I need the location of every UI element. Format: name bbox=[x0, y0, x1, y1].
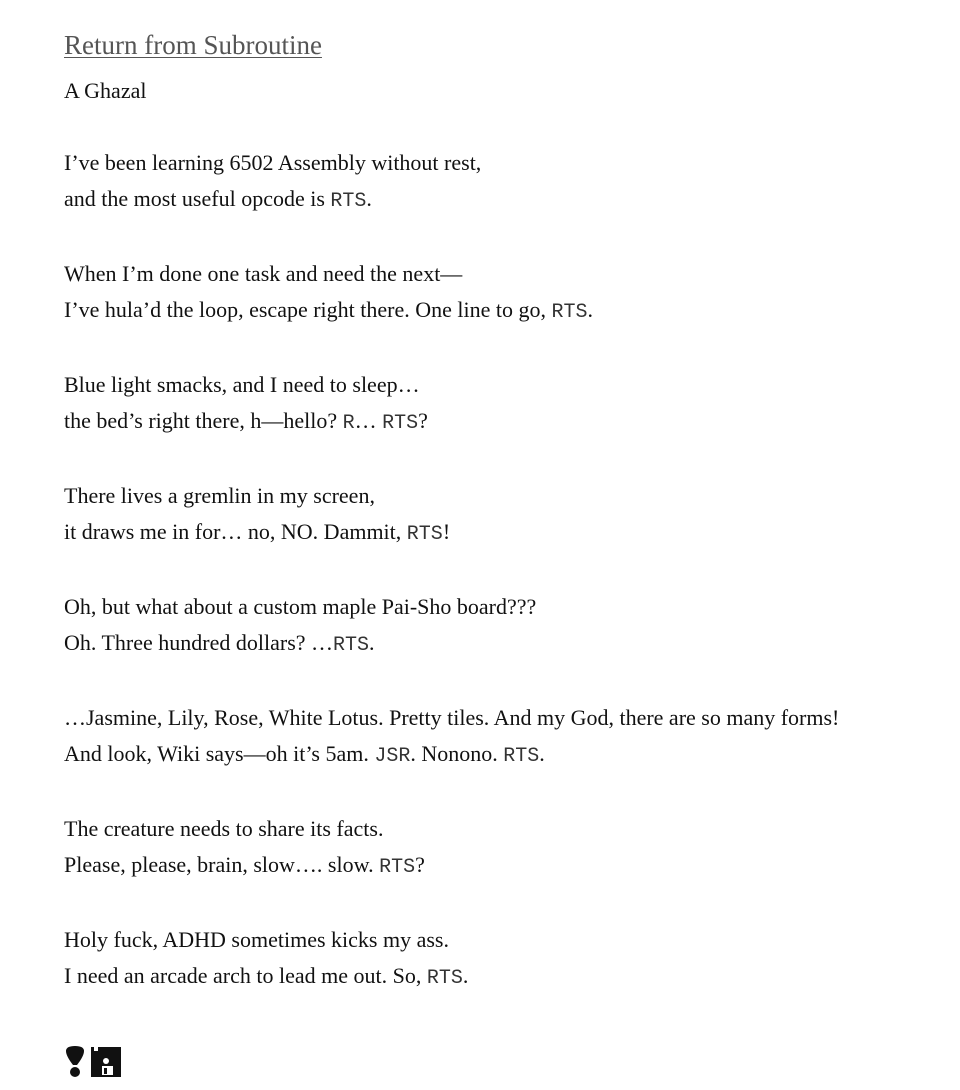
line-text: … bbox=[354, 408, 383, 433]
poem-line bbox=[64, 811, 896, 847]
opcode: RTS bbox=[333, 634, 370, 657]
poem-line bbox=[64, 181, 896, 220]
poem-line bbox=[64, 736, 896, 775]
poem-line bbox=[64, 922, 896, 958]
line-text: . bbox=[369, 630, 375, 655]
line-text: ? bbox=[418, 408, 428, 433]
opcode: RTS bbox=[330, 190, 367, 213]
line-text: I need an arcade arch to lead me out. So, bbox=[64, 963, 427, 988]
stanza bbox=[64, 145, 896, 220]
line-text: ? bbox=[415, 852, 425, 877]
opcode: RTS bbox=[426, 967, 463, 990]
stanza bbox=[64, 811, 896, 886]
poem-subtitle: A Ghazal bbox=[64, 78, 147, 103]
poem-line bbox=[64, 478, 896, 514]
line-text: . bbox=[587, 297, 594, 322]
exclamation-icon[interactable] bbox=[64, 1046, 86, 1078]
line-text: The creature needs to share its facts. bbox=[64, 816, 384, 841]
poem-line bbox=[64, 958, 896, 997]
footer-icons bbox=[64, 1046, 896, 1078]
opcode: RTS bbox=[382, 412, 419, 435]
line-text: . Nonono. bbox=[410, 741, 504, 766]
poem-body bbox=[64, 145, 896, 997]
poem-line bbox=[64, 847, 896, 886]
line-text: And look, Wiki says—oh it’s 5am. bbox=[64, 741, 375, 766]
line-text: ! bbox=[442, 519, 451, 544]
poem-line bbox=[64, 367, 896, 403]
opcode: RTS bbox=[551, 301, 588, 324]
line-text: . bbox=[462, 963, 469, 988]
poem-line bbox=[64, 256, 896, 292]
poem-line bbox=[64, 292, 896, 331]
opcode: RTS bbox=[503, 745, 540, 768]
stanza bbox=[64, 922, 896, 997]
line-text: When I’m done one task and need the next— bbox=[64, 261, 463, 286]
poem-line bbox=[64, 145, 896, 181]
line-text: Oh. Three hundred dollars? … bbox=[64, 630, 334, 655]
line-text: Oh, but what about a custom maple Pai-Sho board??? bbox=[64, 594, 537, 619]
floppy-disk-icon[interactable] bbox=[91, 1047, 121, 1077]
stanza bbox=[64, 700, 896, 775]
line-text: Holy fuck, ADHD sometimes kicks my ass. bbox=[64, 927, 449, 952]
poem-line bbox=[64, 700, 896, 736]
line-text: I’ve been learning 6502 Assembly without rest, bbox=[64, 150, 482, 175]
stanza bbox=[64, 256, 896, 331]
stanza bbox=[64, 478, 896, 553]
opcode: RTS bbox=[379, 856, 416, 879]
line-text: . bbox=[366, 186, 372, 211]
poem-line bbox=[64, 589, 896, 625]
line-text: I’ve hula’d the loop, escape right there. One line to go, bbox=[64, 297, 552, 322]
line-text: and the most useful opcode is bbox=[64, 186, 331, 211]
line-text: Please, please, brain, slow…. slow. bbox=[64, 852, 380, 877]
opcode: RTS bbox=[406, 523, 443, 546]
poem-title-link[interactable]: Return from Subroutine bbox=[64, 30, 322, 60]
stanza bbox=[64, 589, 896, 664]
poem-line bbox=[64, 403, 896, 442]
poem-line bbox=[64, 514, 896, 553]
opcode: JSR bbox=[374, 745, 411, 768]
poem-line bbox=[64, 625, 896, 664]
line-text: …Jasmine, Lily, Rose, White Lotus. Pretty tiles. And my God, there are so many forms! bbox=[64, 705, 840, 730]
stanza bbox=[64, 367, 896, 442]
line-text: the bed’s right there, h—hello? bbox=[64, 408, 343, 433]
opcode: R bbox=[342, 412, 355, 435]
line-text: it draws me in for… no, NO. Dammit, bbox=[64, 519, 407, 544]
line-text: There lives a gremlin in my screen, bbox=[64, 483, 375, 508]
line-text: Blue light smacks, and I need to sleep… bbox=[64, 372, 420, 397]
line-text: . bbox=[539, 741, 545, 766]
